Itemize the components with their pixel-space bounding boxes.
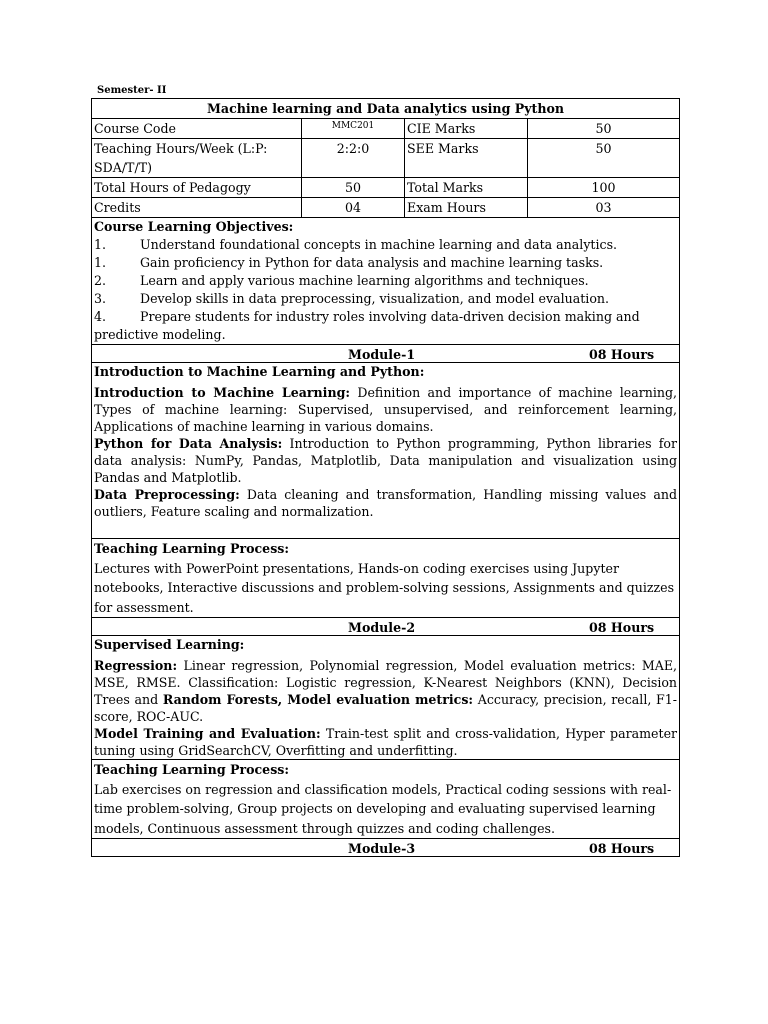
- module-2-content: [92, 636, 680, 760]
- tlp-heading: Teaching Learning Process:: [94, 541, 290, 556]
- objective-number: 2.: [94, 273, 107, 288]
- objective-number: 4.: [94, 309, 107, 324]
- info-row: [92, 139, 680, 178]
- objective-text: Gain proficiency in Python for data analysis and machine learning tasks.: [140, 255, 604, 270]
- module-heading: Introduction to Machine Learning and Python:: [94, 364, 425, 379]
- module-content-row: [92, 363, 680, 539]
- objective-item: [94, 236, 677, 254]
- info-label-2: Exam Hours: [405, 198, 528, 218]
- tlp-row: [92, 760, 680, 839]
- objective-number: 1.: [94, 237, 107, 252]
- tlp-text: Lectures with PowerPoint presentations, Hands-on coding exercises using Jupyter notebooks, Interactive discussions and problem-solving sessions, Assignments and quizzes for assessment.: [94, 560, 675, 615]
- module-hours: 08 Hours: [589, 841, 655, 856]
- info-label: Total Hours of Pedagogy: [92, 178, 302, 198]
- paragraph-text: Definition and importance of machine learning, Types of machine learning: Supervised, unsupervised, and reinforcement learning, Applications of machine learning in various domains.: [94, 385, 678, 434]
- objective-number: 3.: [94, 291, 107, 306]
- module-name: Module-1: [348, 347, 416, 362]
- objective-text: Understand foundational concepts in machine learning and data analytics.: [140, 237, 618, 252]
- objectives-row: [92, 218, 680, 345]
- info-label: Teaching Hours/Week (L:P: SDA/T/T): [92, 139, 302, 178]
- info-value: 2:2:0: [302, 139, 405, 178]
- module-hours: 08 Hours: [589, 347, 655, 362]
- info-label-2: CIE Marks: [405, 119, 528, 139]
- objectives-cell: [92, 218, 680, 345]
- module-2-header: [92, 618, 680, 636]
- objective-item: [94, 254, 677, 272]
- module-paragraph: [94, 725, 677, 759]
- objectives-heading: Course Learning Objectives:: [94, 219, 294, 234]
- objective-item: [94, 308, 677, 344]
- tlp-row: [92, 539, 680, 618]
- paragraph-text: Train-test split and cross-validation, Hyper parameter tuning using GridSearchCV, Overfitting and underfitting.: [94, 726, 678, 758]
- module-paragraph: [94, 384, 677, 435]
- tlp-text: Lab exercises on regression and classification models, Practical coding sessions with real-time problem-solving, Group projects on developing and evaluating supervised learning models, Continuous assessment through quizzes and coding challenges.: [94, 781, 672, 836]
- paragraph-text: Data cleaning and transformation, Handling missing values and outliers, Feature scaling and normalization.: [94, 487, 678, 519]
- info-label: Course Code: [92, 119, 302, 139]
- info-value: 04: [302, 198, 405, 218]
- paragraph-text: Linear regression, Polynomial regression, Model evaluation metrics: MAE, MSE, RMSE. Classification: Logistic regression, K-Nearest Neighbors (KNN), Decision Trees and: [94, 658, 678, 707]
- module-paragraph: [94, 657, 677, 725]
- module-1-content: [92, 363, 680, 539]
- course-title: Machine learning and Data analytics using Python: [92, 99, 680, 119]
- paragraph-lead: Introduction to Machine Learning:: [94, 385, 351, 400]
- objective-text: Learn and apply various machine learning algorithms and techniques.: [140, 273, 589, 288]
- objective-item: [94, 272, 677, 290]
- objective-text: Prepare students for industry roles involving data-driven decision making and predictive modeling.: [94, 309, 640, 342]
- paragraph-tail: Accuracy, precision, recall, F1-score, ROC-AUC.: [94, 692, 678, 724]
- module-header-row: [92, 839, 680, 857]
- paragraph-lead: Data Preprocessing:: [94, 487, 240, 502]
- objective-number: 1.: [94, 255, 107, 270]
- module-1-header: [92, 345, 680, 363]
- module-name: Module-2: [348, 620, 416, 635]
- info-value-2: 03: [528, 198, 680, 218]
- info-value-2: 50: [528, 119, 680, 139]
- tlp-heading: Teaching Learning Process:: [94, 762, 290, 777]
- objective-text: Develop skills in data preprocessing, visualization, and model evaluation.: [140, 291, 610, 306]
- module-3-header: [92, 839, 680, 857]
- paragraph-bold: Random Forests, Model evaluation metrics:: [162, 692, 474, 707]
- info-label-2: SEE Marks: [405, 139, 528, 178]
- info-value: MMC201: [302, 119, 405, 139]
- paragraph-lead: Model Training and Evaluation:: [94, 726, 321, 741]
- module-header-row: [92, 345, 680, 363]
- syllabus-table: [91, 98, 680, 857]
- info-value-2: 50: [528, 139, 680, 178]
- paragraph-text: Introduction to Python programming, Python libraries for data analysis: NumPy, Pandas, Matplotlib, Data manipulation and visualization using Pandas and Matplotlib.: [94, 436, 678, 485]
- module-header-row: [92, 618, 680, 636]
- info-row: [92, 119, 680, 139]
- module-name: Module-3: [348, 841, 416, 856]
- module-paragraph: [94, 486, 677, 520]
- info-row: [92, 198, 680, 218]
- module-1-tlp: [92, 539, 680, 618]
- module-paragraph: [94, 435, 677, 486]
- info-label-2: Total Marks: [405, 178, 528, 198]
- module-heading: Supervised Learning:: [94, 637, 245, 652]
- module-2-tlp: [92, 760, 680, 839]
- objective-item: [94, 290, 677, 308]
- info-row: [92, 178, 680, 198]
- info-value: 50: [302, 178, 405, 198]
- semester-label: Semester- II: [97, 85, 167, 96]
- paragraph-lead: Python for Data Analysis:: [94, 436, 283, 451]
- module-hours: 08 Hours: [589, 620, 655, 635]
- paragraph-lead: Regression:: [94, 658, 178, 673]
- info-label: Credits: [92, 198, 302, 218]
- title-row: [92, 99, 680, 119]
- info-value-2: 100: [528, 178, 680, 198]
- module-content-row: [92, 636, 680, 760]
